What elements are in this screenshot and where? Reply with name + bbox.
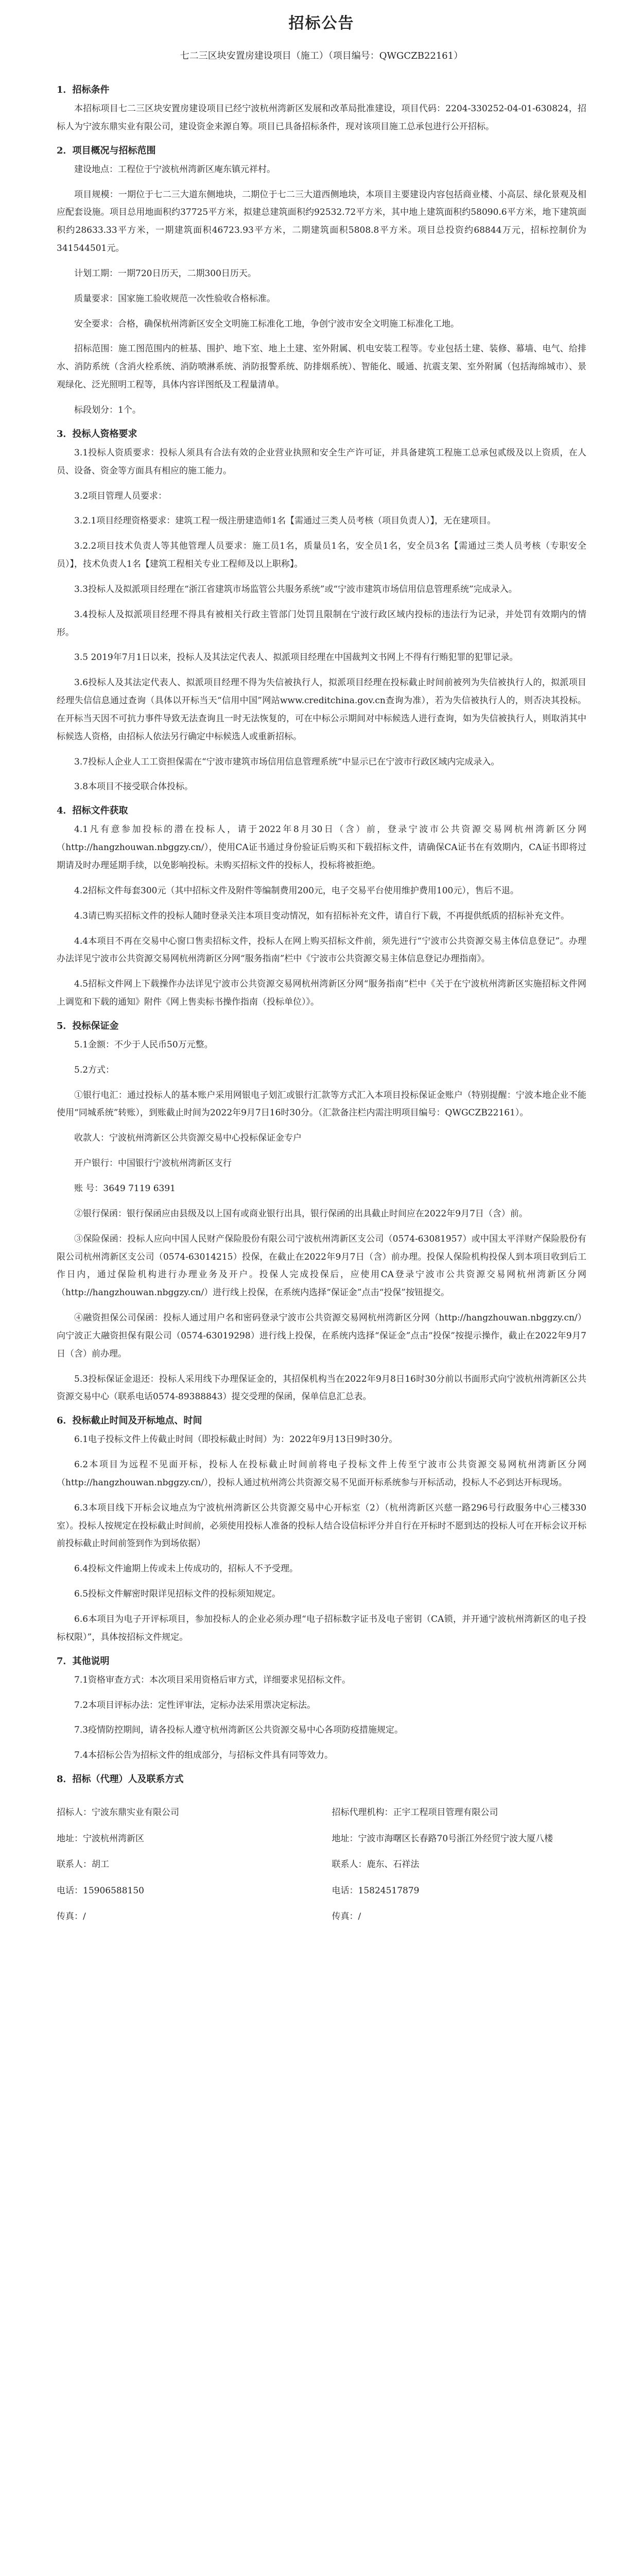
section-2-heading: 2．项目概况与招标范围	[57, 145, 156, 156]
paragraph: 4.2招标文件每套300元（其中招标文件及附件等编制费用200元，电子交易平台使用维护费用100元），售后不退。	[74, 885, 519, 896]
paragraph: 本招标项目七二三区块安置房建设项目已经宁波杭州湾新区发展和改革局批准建设，项目代码：2204-330252-04-01-630824，招标人为宁波东鼎实业有限公司，建设资金来源自筹。项目已具备招标条件，现对该项目施工总承包进行公开招标。	[57, 104, 586, 132]
paragraph: 标段划分：1个。	[74, 404, 141, 415]
agent-address: 地址：宁波市海曙区长春路70号浙江外经贸宁波大厦八楼	[332, 1833, 553, 1844]
paragraph: 3.6投标人及其法定代表人、拟派项目经理不得为失信被执行人，拟派项目经理在投标截止时间前被列为失信被执行人的，拟派项目经理失信信息通过查询（具体以开标当天“信用中国”网站www.creditchina.gov.cn查询为准），若为失信被执行人的，则否决其投标。在开标当天因不可抗力事件导致无法查询且一时无法恢复的，可在中标公示期间对中标候选人进行查询，如为失信被执行人，则取消其中标候选人资格，由招标人依法另行确定中标候选人或重新招标。	[57, 677, 586, 742]
agent-phone: 电话：15824517879	[332, 1885, 420, 1896]
paragraph: ③保险保函：投标人应向中国人民财产保险股份有限公司宁波杭州湾新区支公司（0574-63081957）或中国太平洋财产保险股份有限公司杭州湾新区支公司（0574-63014215）投保，在截止在2022年9月7日（含）前办理。投保人保险机构投保人到本项目收到后工作日内，通过保险机构进行办理业务及开户。投保人完成投保后，应使用CA登录宁波市公共资源交易网杭州湾新区分网（http://hangzhouwan.nbggzy.cn/）进行线上投保，在系统内选择“保证金”点击“投保”按钮提交。	[57, 1233, 586, 1298]
paragraph: 5.3投标保证金退还：投标人采用线下办理保证金的，其招保机构当在2022年9月8日16时30分前以书面形式向宁波杭州湾新区公共资源交易中心（联系电话0574-89388843）提交受理的保函，保单信息汇总表。	[57, 1374, 586, 1402]
paragraph: 3.8本项目不接受联合体投标。	[74, 782, 194, 792]
paragraph: 建设地点：工程位于宁波杭州湾新区庵东镇元祥村。	[74, 164, 275, 175]
section-1-heading: 1．招标条件	[57, 84, 110, 95]
section-8-heading: 8．招标（代理）人及联系方式	[57, 1774, 184, 1785]
paragraph: 3.2项目管理人员要求：	[74, 490, 167, 501]
paragraph: 3.3投标人及拟派项目经理在“浙江省建筑市场监管公共服务系统”或“宁波市建筑市场信用信息管理系统”完成录入。	[74, 584, 517, 595]
paragraph: 3.2.2项目技术负责人等其他管理人员要求：施工员1名，质量员1名，安全员1名，安全员3名【需通过三类人员考核（专职安全员）】，技术负责人1名【建筑工程相关专业工程师及以上职称】。	[57, 541, 586, 570]
paragraph: 3.4投标人及拟派项目经理不得具有被相关行政主管部门处罚且限制在宁波行政区域内投标的违法行为记录，并处罚有效期内的情形。	[57, 609, 586, 638]
tenderer-contact: 联系人：胡工	[57, 1859, 109, 1870]
paragraph: 7.1资格审查方式：本次项目采用资格后审方式，详细要求见招标文件。	[74, 1674, 351, 1685]
section-4-heading: 4．招标文件获取	[57, 805, 128, 817]
agent-name: 招标代理机构：正宇工程项目管理有限公司	[332, 1807, 498, 1818]
paragraph: 7.4本招标公告为招标文件的组成部分，与招标文件具有同等效力。	[74, 1750, 334, 1761]
paragraph: 开户银行：中国银行宁波杭州湾新区支行	[74, 1158, 232, 1169]
paragraph: 4.5招标文件网上下载操作办法详见宁波市公共资源交易网杭州湾新区分网“服务指南”栏中《关于在宁波杭州湾新区实施招标文件网上调览和下载的通知》附件《网上售卖标书操作指南（投标单位）》。	[57, 979, 586, 1008]
tenderer-phone: 电话：15906588150	[57, 1885, 144, 1896]
paragraph: 3.2.1项目经理资格要求：建筑工程一级注册建造师1名【需通过三类人员考核（项目负责人）】，无在建项目。	[74, 516, 496, 527]
paragraph: 4.1凡有意参加投标的潜在投标人，请于2022年8月30日（含）前，登录宁波市公共资源交易网杭州湾新区分网（http://hangzhouwan.nbggzy.cn/），使用CA证书通过身份验证后购买和下载招标文件，请确保CA证书在有效期内，CA证书即将过期请及时办理延期手续，以免影响投标。未购买招标文件的投标人，投标将被拒绝。	[57, 824, 586, 871]
tenderer-address: 地址：宁波杭州湾新区	[57, 1833, 144, 1844]
paragraph: 7.3疫情防控期间，请各投标人遵守杭州湾新区公共资源交易中心各项防疫措施规定。	[74, 1725, 404, 1736]
paragraph: 账 号：3649 7119 6391	[74, 1183, 176, 1194]
tenderer-fax: 传真：/	[57, 1911, 86, 1922]
paragraph: 计划工期：一期720日历天，二期300日历天。	[74, 268, 256, 279]
paragraph: ④融资担保公司保函：投标人通过用户名和密码登录宁波市公共资源交易网杭州湾新区分网（http://hangzhouwan.nbggzy.cn/）向宁波正大融资担保有限公司（0574-63019298）进行线上投保，在系统内选择“保证金”点击“投保”按提示操作，截止在2022年9月7日（含）前办理。	[57, 1313, 586, 1359]
paragraph: 3.1投标人资质要求：投标人须具有合法有效的企业营业执照和安全生产许可证，并具备建筑工程施工总承包贰级及以上资质，在人员、设备、资金等方面具有相应的施工能力。	[57, 447, 586, 476]
paragraph: 4.3请已购买招标文件的投标人随时登录关注本项目变动情况，如有招标补充文件，请自行下载，不再提供纸质的招标补充文件。	[74, 910, 570, 921]
section-7-heading: 7．其他说明	[57, 1655, 110, 1667]
paragraph: 7.2本项目评标办法：定性评审法，定标办法采用票决定标法。	[74, 1700, 316, 1710]
paragraph: 6.2本项目为远程不见面开标，投标人在投标截止时间前将电子投标文件上传至宁波市公共资源交易网杭州湾新区分网（http://hangzhouwan.nbggzy.cn/），投标人通过杭州湾公共资源交易不见面开标系统参与开标活动，投标人不必到达开标现场。	[57, 1460, 586, 1488]
paragraph: 4.4本项目不再在交易中心窗口售卖招标文件，投标人在网上购买招标文件前，须先进行“宁波市公共资源交易主体信息登记”。办理办法详见宁波市公共资源交易网杭州湾新区分网“服务指南”栏中《宁波市公共资源交易主体信息登记办理指南》。	[57, 936, 586, 964]
paragraph: 6.5投标文件解密时限详见招标文件的投标须知规定。	[74, 1589, 281, 1600]
page-subtitle: 七二三区块安置房建设项目（施工）（项目编号：QWGCZB22161）	[180, 50, 463, 61]
paragraph: 6.3本项目线下开标会议地点为宁波杭州湾新区公共资源交易中心开标室（2）（杭州湾新区兴慈一路296号行政服务中心三楼330室）。投标人按规定在投标截止时间前，必须使用投标人准备的投标人结合设信标评分并自行在开标时不愿到达的投标人可在开标会议开标前投标截止时间前签到作为到场依据）	[57, 1502, 586, 1549]
paragraph: ②银行保函：银行保函应由县级及以上国有或商业银行出具，银行保函的出具截止时间应在2022年9月7日（含）前。	[74, 1208, 528, 1219]
tenderer-name: 招标人：宁波东鼎实业有限公司	[57, 1807, 179, 1818]
paragraph: 安全要求：合格，确保杭州湾新区安全文明施工标准化工地，争创宁波市安全文明施工标准化工地。	[74, 318, 459, 329]
paragraph: 质量要求：国家施工验收规范一次性验收合格标准。	[74, 293, 275, 304]
agent-contact: 联系人：鹿东、石祥法	[332, 1859, 420, 1870]
section-5-heading: 5．投标保证金	[57, 1020, 119, 1031]
contacts-grid	[57, 1805, 586, 1925]
paragraph: 6.1电子投标文件上传截止时间（即投标截止时间）为：2022年9月13日9时30分。	[74, 1434, 398, 1445]
paragraph: 6.4投标文件逾期上传或未上传成功的，招标人不予受理。	[74, 1564, 299, 1574]
section-3-heading: 3．投标人资格要求	[57, 428, 137, 439]
paragraph: 5.1金额：不少于人民币50万元整。	[74, 1039, 213, 1050]
paragraph: 3.7投标人企业人工工资担保需在“宁波市建筑市场信用信息管理系统”中显示已在宁波市行政区域内完成录入。	[74, 756, 500, 767]
paragraph: 3.5 2019年7月1日以来，投标人及其法定代表人、拟派项目经理在中国裁判文书网上不得有行贿犯罪的犯罪记录。	[74, 652, 518, 663]
paragraph: ①银行电汇：通过投标人的基本账户采用网银电子划汇或银行汇款等方式汇入本项目投标保证金账户（特别提醒：宁波本地企业不能使用“同城系统”转账），到账截止时间为2022年9月7日16时30分。（汇款备注栏内需注明项目编号：QWGCZB22161）。	[57, 1090, 586, 1118]
paragraph: 项目规模：一期位于七二三大道东侧地块，二期位于七二三大道西侧地块，本项目主要建设内容包括商业楼、小高层、绿化景观及相应配套设施。项目总用地面积约37725平方米，拟建总建筑面积约92532.72平方米，其中地上建筑面积约58090.6平方米，地下建筑面积约28633.33平方米，一期建筑面积46723.93平方米，二期建筑面积5808.8平方米。项目总投资约68844万元，招标控制价为341544501元。	[57, 189, 586, 254]
paragraph: 收款人：宁波杭州湾新区公共资源交易中心投标保证金专户	[74, 1133, 302, 1144]
paragraph: 招标范围：施工图范围内的桩基、围护、地下室、地上土建、室外附属、机电安装工程等。专业包括土建、装修、幕墙、电气、给排水、消防系统（含消火栓系统、消防喷淋系统、消防报警系统、防排烟系统）、智能化、暖通、抗震支架、室外附属（包括海绵城市）、景观绿化、泛光照明工程等，具体内容详图纸及工程量清单。	[57, 344, 586, 391]
agent-fax: 传真：/	[332, 1911, 361, 1922]
paragraph: 6.6本项目为电子开评标项目，参加投标人的企业必须办理“电子招标数字证书及电子密钥（CA锁，并开通宁波杭州湾新区的电子投标权限）”，具体按招标文件规定。	[57, 1614, 586, 1642]
paragraph: 5.2方式：	[74, 1064, 115, 1075]
section-6-heading: 6．投标截止时间及开标地点、时间	[57, 1415, 202, 1427]
page-title: 招标公告	[288, 14, 355, 32]
